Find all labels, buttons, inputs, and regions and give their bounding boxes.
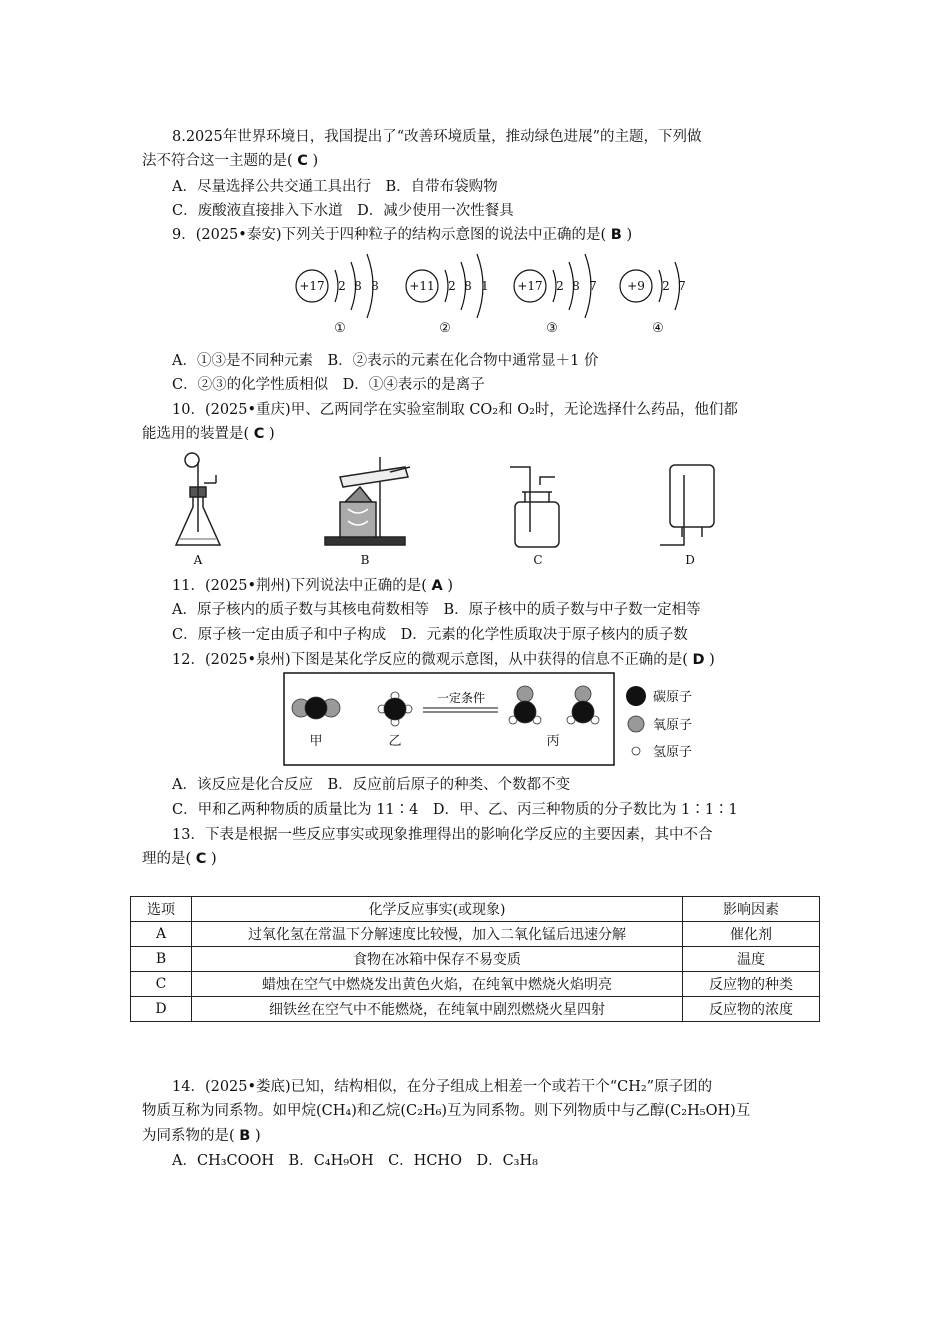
apparatus-d-bottle	[660, 465, 714, 545]
table-cell: 催化剂	[683, 922, 820, 947]
legend-carbon: 碳原子	[653, 690, 693, 705]
atom2-label: ②	[439, 321, 451, 336]
molecule-jia	[292, 697, 340, 719]
atom1-shell3-count: 8	[371, 279, 379, 293]
q13-stem-line2: 理的是( C )	[142, 851, 217, 867]
q10-stem-line2: 能选用的装置是( C )	[142, 426, 275, 442]
atom2-nucleus: +11	[409, 279, 435, 293]
table-row	[131, 922, 820, 947]
atom3-shell1-count: 2	[556, 279, 564, 293]
q11-options-ab: A．原子核内的质子数与其核电荷数相等 B．原子核中的质子数与中子数一定相等	[172, 602, 701, 618]
q12-options-cd: C．甲和乙两种物质的质量比为 11∶4 D．甲、乙、丙三种物质的分子数比为 1∶1∶1	[172, 802, 738, 818]
q13-table	[130, 896, 820, 1022]
table-row	[131, 947, 820, 972]
q14-stem-line3: 为同系物的是( B )	[142, 1128, 261, 1144]
q9-options-ab: A．①③是不同种元素 B．②表示的元素在化合物中通常显＋1 价	[172, 353, 599, 369]
q8-options-ab: A．尽量选择公共交通工具出行 B．自带布袋购物	[172, 179, 498, 195]
molecule-yi	[378, 692, 412, 726]
legend-oxygen: 氧原子	[653, 718, 693, 733]
table-cell: 细铁丝在空气中不能燃烧，在纯氧中剧烈燃烧火星四射	[192, 997, 683, 1022]
atom3-shell3-count: 7	[589, 279, 597, 293]
q9-stem: 9．(2025•泰安)下列关于四种粒子的结构示意图的说法中正确的是( B )	[172, 227, 633, 243]
table-cell: 蜡烛在空气中燃烧发出黄色火焰，在纯氧中燃烧火焰明亮	[192, 972, 683, 997]
apparatus-label-b: B	[360, 553, 370, 567]
q13-stem-line1: 13．下表是根据一些反应事实或现象推理得出的影响化学反应的主要因素，其中不合	[172, 827, 713, 843]
table-cell: C	[131, 972, 192, 997]
atom4-nucleus: +9	[627, 279, 645, 293]
atom2-shell1-count: 2	[448, 279, 456, 293]
legend-oxygen-symbol	[628, 716, 644, 732]
reaction-condition: 一定条件	[436, 691, 486, 705]
table-cell: 过氧化氢在常温下分解速度比较慢，加入二氧化锰后迅速分解	[192, 922, 683, 947]
atom4-shell1-count: 2	[662, 279, 670, 293]
table-cell: A	[131, 922, 192, 947]
q8-stem-line2: 法不符合这一主题的是( C )	[142, 153, 319, 169]
table-header-row	[131, 897, 820, 922]
atom3-nucleus: +17	[517, 279, 543, 293]
q13-answer: C	[195, 851, 207, 867]
legend-carbon-symbol	[626, 686, 646, 706]
q12-answer: D	[692, 652, 705, 668]
table-row	[131, 997, 820, 1022]
apparatus-c-bottle	[510, 467, 559, 547]
molecule-bing-1	[509, 686, 541, 724]
q14-stem-line1: 14．(2025•娄底)已知，结构相似，在分子组成上相差一个或若干个“CH₂”原子团的	[172, 1079, 713, 1095]
table-cell: 反应物的种类	[683, 972, 820, 997]
q8-options-cd: C．废酸液直接排入下水道 D．减少使用一次性餐具	[172, 203, 514, 219]
molecule-bing-2	[567, 686, 599, 724]
q8-stem-line1: 8.2025年世界环境日，我国提出了“改善环境质量，推动绿色进展”的主题，下列做	[172, 129, 702, 145]
atomic-structure-diagram	[280, 250, 720, 340]
table-cell: 食物在冰箱中保存不易变质	[192, 947, 683, 972]
table-row	[131, 972, 820, 997]
atom3-label: ③	[546, 321, 558, 336]
label-bing: 丙	[546, 734, 560, 749]
q9-options-cd: C．②③的化学性质相似 D．①④表示的是离子	[172, 377, 485, 393]
atom4-label: ④	[652, 321, 664, 336]
apparatus-b-heating	[325, 457, 410, 545]
atom4-shell2-count: 7	[678, 279, 686, 293]
label-yi: 乙	[388, 734, 402, 749]
atom2-shell2-count: 8	[464, 279, 472, 293]
apparatus-label-d: D	[685, 553, 695, 567]
reaction-micro-diagram	[283, 672, 713, 767]
table-header-factor: 影响因素	[683, 897, 820, 922]
q11-options-cd: C．原子核一定由质子和中子构成 D．元素的化学性质取决于原子核内的质子数	[172, 627, 688, 643]
table-cell: 温度	[683, 947, 820, 972]
q14-stem-line2: 物质互称为同系物。如甲烷(CH₄)和乙烷(C₂H₆)互为同系物。则下列物质中与乙醇(C₂H₅OH)互	[142, 1103, 751, 1119]
apparatus-label-c: C	[533, 553, 543, 567]
legend	[626, 686, 692, 760]
label-jia: 甲	[309, 734, 323, 749]
q9-answer: B	[610, 227, 622, 243]
q11-answer: A	[431, 578, 443, 594]
table-cell: D	[131, 997, 192, 1022]
atom1-shell1-count: 2	[338, 279, 346, 293]
q11-stem: 11．(2025•荆州)下列说法中正确的是( A )	[172, 578, 453, 594]
atom1-label: ①	[334, 321, 346, 336]
table-header-option: 选项	[131, 897, 192, 922]
table-cell: 反应物的浓度	[683, 997, 820, 1022]
q12-options-ab: A．该反应是化合反应 B．反应前后原子的种类、个数都不变	[172, 777, 571, 793]
q10-answer: C	[253, 426, 265, 442]
q12-stem: 12．(2025•泉州)下图是某化学反应的微观示意图，从中获得的信息不正确的是( D )	[172, 652, 715, 668]
table-header-fact: 化学反应事实(或现象)	[192, 897, 683, 922]
q8-answer: C	[297, 153, 308, 169]
apparatus-a-flask	[176, 453, 220, 545]
q14-answer: B	[239, 1128, 251, 1144]
table-cell: B	[131, 947, 192, 972]
diagram-frame	[284, 673, 614, 765]
apparatus-label-a: A	[193, 553, 203, 567]
lab-apparatus-diagram	[160, 447, 720, 572]
atom1-nucleus: +17	[299, 279, 325, 293]
legend-hydrogen-symbol	[632, 747, 640, 755]
atom3-shell2-count: 8	[572, 279, 580, 293]
atom2-shell3-count: 1	[481, 279, 489, 293]
q14-options: A．CH₃COOH B．C₄H₉OH C．HCHO D．C₃H₈	[172, 1153, 538, 1169]
atom1-shell2-count: 8	[354, 279, 362, 293]
q10-stem-line1: 10．(2025•重庆)甲、乙两同学在实验室制取 CO₂和 O₂时，无论选择什么药品，他们都	[172, 402, 738, 418]
legend-hydrogen: 氢原子	[653, 745, 693, 760]
